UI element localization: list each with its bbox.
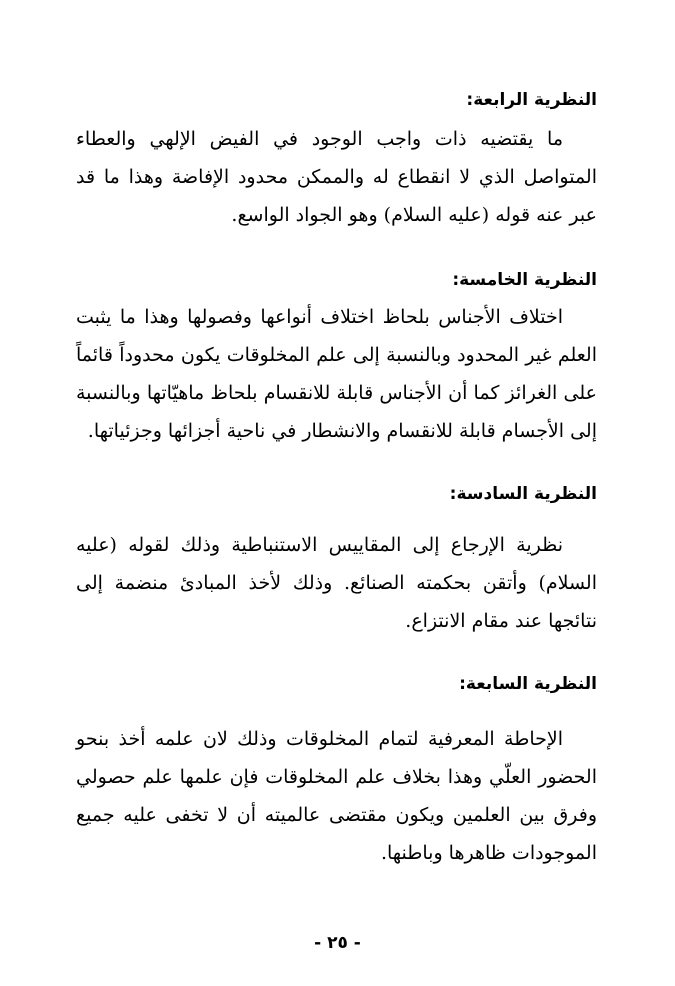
section-theory-4 — [76, 82, 597, 234]
section-theory-6 — [76, 476, 597, 640]
section-paragraph: الإحاطة المعرفية لتمام المخلوقات وذلك لان علمه أخذ بنحو الحضور العلّي وهذا بخلاف علم المخلوقات فإن علمها علم حصولي وفرق بين العلمين ويكون مقتضى عالميته أن لا تخفى عليه جميع الموجودات ظاهرها وباطنها. — [76, 728, 597, 864]
section-heading: النظرية السادسة: — [449, 484, 597, 504]
section-heading: النظرية الخامسة: — [452, 270, 597, 290]
section-heading: النظرية السابعة: — [459, 674, 597, 694]
section-paragraph: نظرية الإرجاع إلى المقاييس الاستنباطية وذلك لقوله (عليه السلام) وأتقن بحكمته الصنائع. وذلك لأخذ المبادئ منضمة إلى نتائجها عند مقام الانتزاع. — [76, 534, 597, 632]
section-paragraph: اختلاف الأجناس بلحاظ اختلاف أنواعها وفصولها وهذا ما يثبت العلم غير المحدود وبالنسبة إلى علم المخلوقات يكون محدوداً قائماً على الغرائز كما أن الأجناس قابلة للانقسام بلحاظ ماهيّاتها وبالنسبة إلى الأجسام قابلة للانقسام والانشطار في ناحية أجزائها وجزئياتها. — [76, 306, 597, 442]
section-theory-5 — [76, 262, 597, 450]
section-paragraph: ما يقتضيه ذات واجب الوجود في الفيض الإلهي والعطاء المتواصل الذي لا انقطاع له والممكن محدود الإفاضة وهذا ما قد عبر عنه قوله (عليه السلام) وهو الجواد الواسع. — [76, 128, 597, 226]
section-theory-7 — [76, 666, 597, 872]
page-number: - ٢٥ - — [314, 933, 361, 953]
section-heading: النظرية الرابعة: — [466, 90, 597, 110]
page-body — [76, 82, 597, 872]
